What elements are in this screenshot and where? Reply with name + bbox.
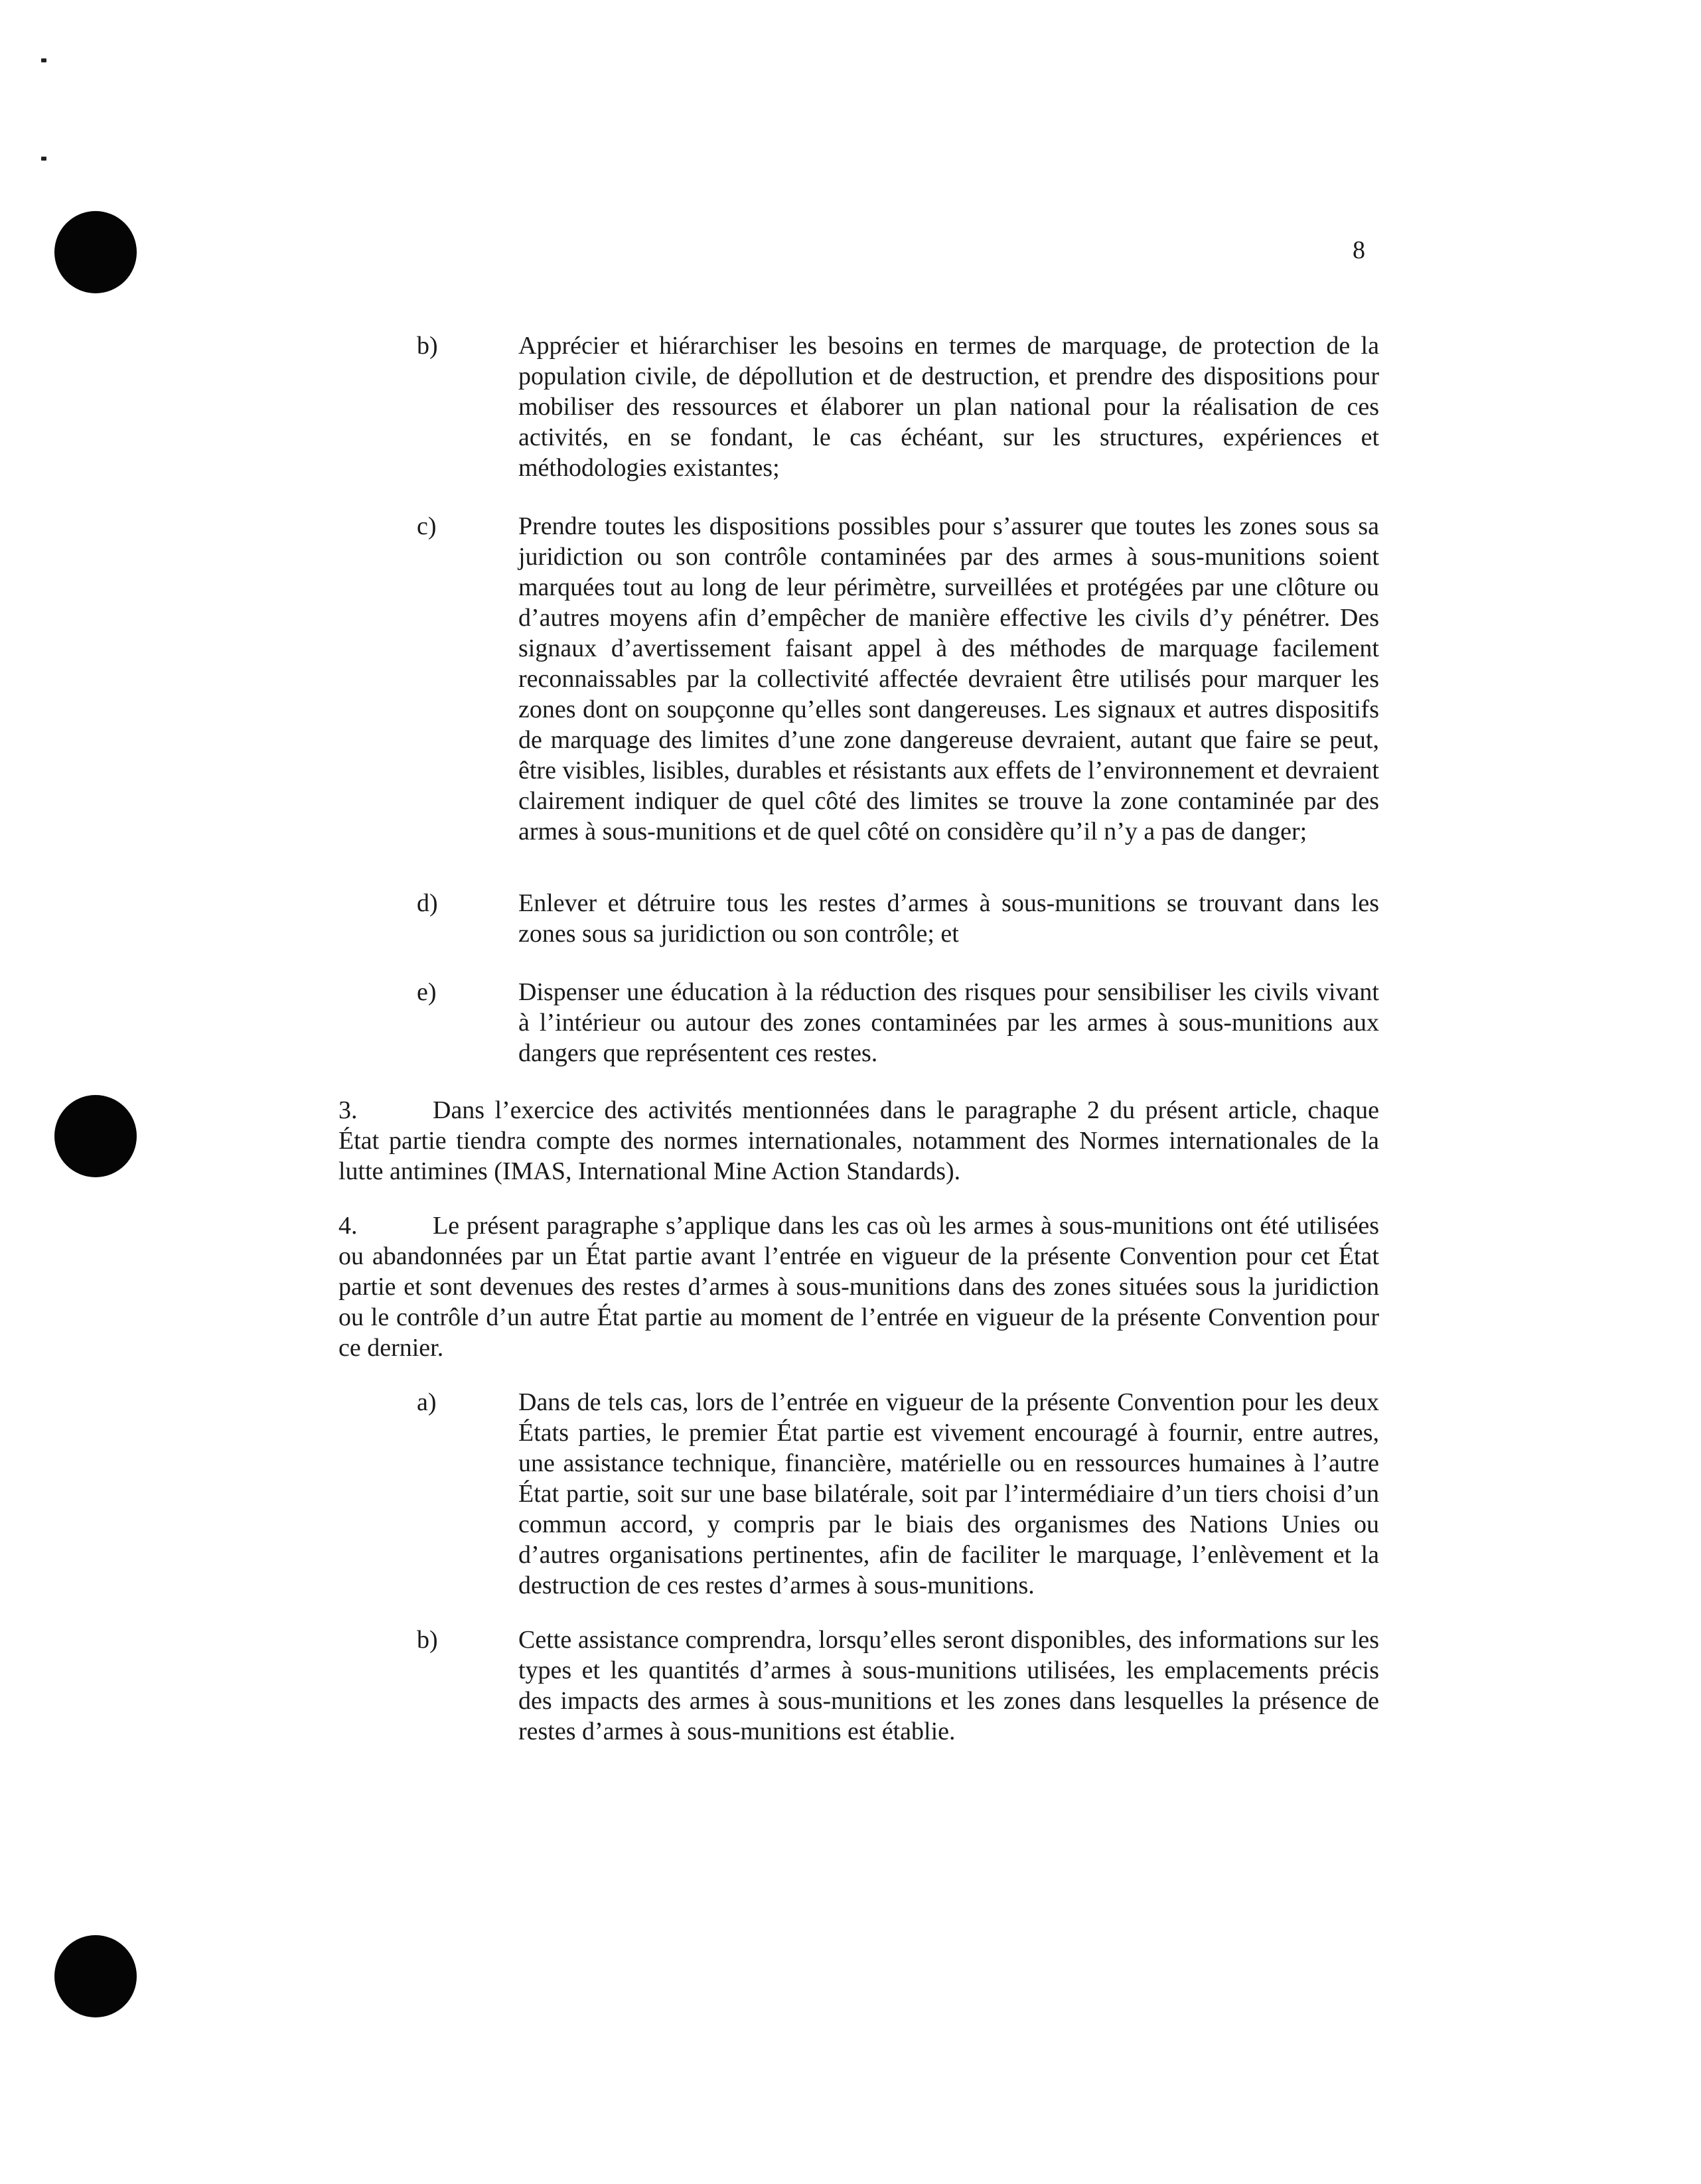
- list-item-a: [417, 1387, 1379, 1601]
- scan-speck: [41, 58, 46, 62]
- item-text: Dispenser une éducation à la réduction des risques pour sensibiliser les civils vivant à l’intérieur ou autour des zones contaminées par les armes à sous-munitions aux dangers que représentent ces restes.: [518, 978, 1379, 1067]
- item-text: Apprécier et hiérarchiser les besoins en termes de marquage, de protection de la population civile, de dépollution et de destruction, et prendre des dispositions pour mobiliser des ressources et élaborer un plan national pour la réalisation de ces activités, en se fondant, le cas échéant, sur les structures, expériences et méthodologies existantes;: [518, 332, 1379, 482]
- paragraph-4: [338, 1210, 1379, 1363]
- paragraph-number: 4.: [338, 1212, 358, 1240]
- item-letter: b): [417, 332, 438, 360]
- binder-hole-top: [54, 211, 137, 293]
- list-item-c: [417, 511, 1379, 847]
- list-item-d: [417, 888, 1379, 949]
- item-letter: d): [417, 889, 438, 917]
- list-item-b: [417, 330, 1379, 483]
- item-text: Prendre toutes les dispositions possibles pour s’assurer que toutes les zones sous sa juridiction ou son contrôle contaminées par des armes à sous-munitions soient marquées tout au long de leur périmètre, surveillées et protégées par une clôture ou d’autres moyens afin d’empêcher de manière effective les civils d’y pénétrer. Des signaux d’avertissement faisant appel à des méthodes de marquage facilement reconnaissables par la collectivité affectée devraient être utilisés pour marquer les zones dont on soupçonne qu’elles sont dangereuses. Les signaux et autres dispositifs de marquage des limites d’une zone dangereuse devraient, autant que faire se peut, être visibles, lisibles, durables et résistants aux effets de l’environnement et devraient clairement indiquer de quel côté des limites se trouve la zone contaminée par des armes à sous-munitions et de quel côté on considère qu’il n’y a pas de danger;: [518, 512, 1379, 845]
- item-letter: a): [417, 1388, 437, 1416]
- item-text: Cette assistance comprendra, lorsqu’elles seront disponibles, des informations sur les types et les quantités d’armes à sous-munitions utilisées, les emplacements précis des impacts des armes à sous-munitions et les zones dans lesquelles la présence de restes d’armes à sous-munitions est établie.: [518, 1626, 1379, 1745]
- binder-hole-middle: [54, 1095, 137, 1177]
- item-text: Dans de tels cas, lors de l’entrée en vigueur de la présente Convention pour les deux États parties, le premier État partie est vivement encouragé à fournir, entre autres, une assistance technique, financière, matérielle ou en ressources humaines à l’autre État partie, soit sur une base bilatérale, soit par l’intermédiaire d’un tiers choisi d’un commun accord, y compris par le biais des organismes des Nations Unies ou d’autres organisations pertinentes, afin de faciliter le marquage, l’enlèvement et la destruction de ces restes d’armes à sous-munitions.: [518, 1388, 1379, 1599]
- item-letter: b): [417, 1626, 438, 1654]
- item-text: Enlever et détruire tous les restes d’armes à sous-munitions se trouvant dans les zones sous sa juridiction ou son contrôle; et: [518, 889, 1379, 948]
- page-number: 8: [1353, 236, 1365, 264]
- item-letter: c): [417, 512, 437, 540]
- binder-hole-bottom: [54, 1935, 137, 2017]
- list-item-b-lower: [417, 1625, 1379, 1747]
- paragraph-3: [338, 1095, 1379, 1187]
- item-letter: e): [417, 978, 437, 1006]
- paragraph-text: Le présent paragraphe s’applique dans les cas où les armes à sous-munitions ont été utilisées ou abandonnées par un État partie avant l’entrée en vigueur de la présente Convention pour cet État partie et sont devenues des restes d’armes à sous-munitions dans des zones situées sous la juridiction ou le contrôle d’un autre État partie au moment de l’entrée en vigueur de la présente Convention pour ce dernier.: [338, 1212, 1379, 1362]
- list-item-e: [417, 977, 1379, 1068]
- scan-speck: [41, 157, 46, 161]
- paragraph-number: 3.: [338, 1096, 358, 1124]
- paragraph-text: Dans l’exercice des activités mentionnées dans le paragraphe 2 du présent article, chaque État partie tiendra compte des normes internationales, notamment des Normes internationales de la lutte antimines (IMAS, International Mine Action Standards).: [338, 1096, 1379, 1185]
